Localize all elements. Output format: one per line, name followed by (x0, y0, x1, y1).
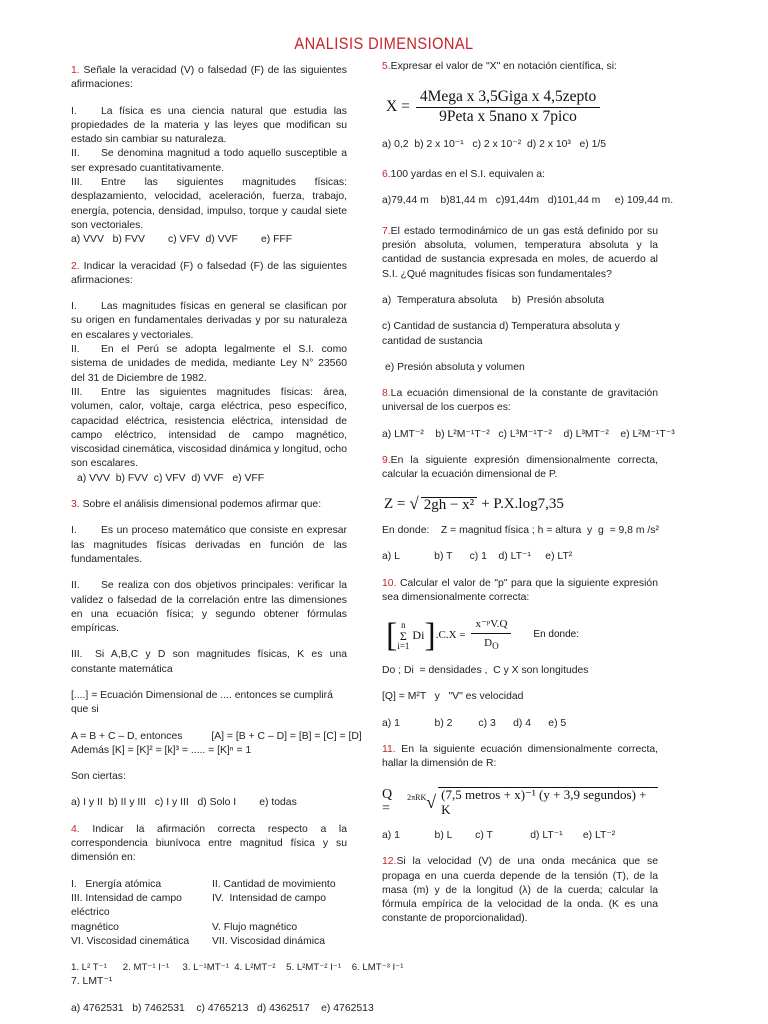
answer-options: a) 1 b) L c) T d) LT⁻¹ e) LT⁻² (382, 829, 616, 841)
equation-line: Además [K] = [K]² = [k]³ = ..... = [K]ⁿ = 1 (71, 744, 252, 756)
question-text: Expresar el valor de "X" en notación científica, si: (390, 61, 617, 72)
question-number: 5. (382, 61, 391, 72)
statement (71, 648, 347, 677)
denominator (480, 634, 503, 653)
question-number: 2. (71, 260, 80, 272)
answer-option: e) Presión absoluta y volumen (385, 361, 525, 373)
formula-lhs: X = (386, 97, 410, 115)
list-item: VII. Viscosidad dinámica (212, 935, 326, 947)
question-prompt: Son ciertas: (71, 771, 126, 783)
definitions: [Q] = M²T y "V" es velocidad (382, 691, 524, 703)
definitions: Do ; Di = densidades , C y X son longitudes (382, 664, 589, 676)
statement-text: Es un proceso matemático que consiste en expresar las magnitudes físicas derivadas en función de las fundamentales. (71, 525, 347, 565)
answer-options: a) 0,2 b) 2 x 10⁻¹ c) 2 x 10⁻² d) 2 x 10³ e) 1/5 (382, 138, 607, 150)
magnitude-list (71, 878, 347, 949)
question-1 (71, 64, 347, 93)
statement (71, 386, 347, 472)
list-item: I. Energía atómica (71, 878, 162, 890)
question-11 (382, 743, 658, 772)
equation-line: A = B + C – D, entonces [A] = [B + C – D] = [B] = [C] = [D] (71, 730, 362, 742)
statement-label: I. (71, 105, 77, 117)
answer-options: a) I y II b) II y III c) I y III d) Solo I e) todas (71, 797, 297, 809)
statement-text: En el Perú se adopta legalmente el S.I. como sistema de unidades de medida, mediante Ley N° 23560 del 31 de Diciembre de 1982. (71, 344, 347, 384)
question-2 (71, 260, 347, 289)
question-8 (382, 387, 658, 416)
definition-text: [....] = Ecuación Dimensional de .... entonces se cumplirá que si (71, 689, 333, 716)
radicand: (7,5 metros + x)⁻¹ (y + 3,9 segundos) + K (438, 787, 658, 817)
sigma-icon: Σ (399, 628, 407, 643)
di-term: Di (412, 628, 425, 643)
question-number: 3. (71, 499, 80, 511)
question-number: 8. (382, 388, 391, 400)
question-number: 4. (71, 823, 80, 835)
question-text: La ecuación dimensional de la constante de gravitación universal de los cuerpos es: (382, 388, 658, 414)
question-number: 12. (382, 856, 397, 868)
root-index: 2πRK (407, 793, 427, 803)
statement-label: I. (71, 525, 77, 537)
statement (71, 176, 347, 233)
list-item: VI. Viscosidad cinemática (71, 935, 190, 947)
list-item: III. Intensidad de campo eléctrico (71, 892, 182, 919)
question-text: En la siguiente ecuación dimensionalmente correcta, hallar la dimensión de R: (382, 743, 659, 770)
where-label: En donde: (533, 629, 580, 641)
question-10 (382, 577, 658, 606)
answer-options: a) VVV b) FVV c) VFV d) VVF e) VFF (77, 472, 265, 484)
question-text: Calcular el valor de "p" para que la siguiente expresión sea dimensionalmente correcta: (382, 577, 658, 603)
answer-options: a) 4762531 b) 7462531 c) 4765213 d) 4362517 e) 4762513 (71, 1002, 374, 1014)
formula-q (382, 787, 658, 817)
statement-label: III. (71, 649, 83, 661)
sqrt-icon: √ (409, 494, 419, 514)
question-6 (382, 168, 658, 182)
formula-rhs: + P.X.log7,35 (481, 496, 564, 513)
question-text: Si la velocidad (V) de una onda mecánica que se propaga en una cuerda depende de la tensión (T), de la masa (m) y de la longitud (λ) de la cuerda; calcular la fórmula empírica de la velocidad de la onda. (K es una constante de proporcionalidad). (382, 856, 658, 925)
question-number: 6. (382, 169, 391, 181)
denominator: 9Peta x 5nano x 7pico (439, 107, 577, 125)
root-icon: √ (426, 792, 437, 813)
statement-text: La física es una ciencia natural que estudia las propiedades de la materia y las leyes que modifican su estado sin cambiar su naturaleza. (71, 105, 347, 146)
dimension-list: 1. L² T⁻¹ 2. MT⁻¹ I⁻¹ 3. L⁻¹MT⁻¹ 4. L²MT⁻² 5. L²MT⁻² I⁻¹ 6. LMT⁻³ I⁻¹ (71, 962, 404, 974)
denominator-base: D (484, 637, 493, 650)
denominator-sub: O (492, 641, 499, 652)
question-text: Indicar la veracidad (F) o falsedad (F) de las siguientes afirmaciones: (71, 260, 347, 286)
formula-z (384, 494, 658, 514)
statement-label: III. (71, 386, 83, 398)
right-column (382, 60, 675, 927)
question-text: Sobre el análisis dimensional podemos afirmar que: (82, 499, 322, 511)
formula-middle: .C.X = (435, 629, 466, 642)
right-bracket-icon: ] (424, 616, 436, 654)
statement-text: Se realiza con dos objetivos principales: verificar la validez o falsedad de la correlación entre las dimensiones en una ecuación física; y segundo obtener fórmulas empíricas. (71, 580, 347, 635)
radicand: 2gh − x² (421, 497, 477, 512)
statement-text: Las magnitudes físicas en general se clasifican por su origen en fundamentales derivadas y por su naturaleza en escalares y vectoriales. (71, 301, 347, 341)
statement (71, 579, 347, 636)
summation (397, 621, 409, 651)
statement (71, 524, 347, 567)
dimension-list: 7. LMT⁻¹ (71, 976, 113, 988)
question-text: En la siguiente expresión dimensionalmente correcta, calcular la ecuación dimensional de P. (382, 455, 658, 481)
question-number: 9. (382, 455, 391, 467)
question-7 (382, 225, 658, 282)
sum-upper: n (401, 619, 406, 630)
question-12 (382, 855, 658, 926)
statement (71, 105, 347, 148)
list-item: V. Flujo magnético (212, 921, 298, 933)
answer-options: a) LMT⁻² b) L²M⁻¹T⁻² c) L³M⁻¹T⁻² d) L³MT⁻² e) L²M⁻¹T⁻³ (382, 428, 675, 440)
statement (71, 147, 347, 176)
sum-lower: i=1 (397, 640, 410, 651)
answer-options: a) L b) T c) 1 d) LT⁻¹ e) LT² (382, 551, 573, 563)
question-9 (382, 454, 658, 483)
answer-options: a)79,44 m b)81,44 m c)91,44m d)101,44 m e) 109,44 m. (382, 195, 674, 207)
statement (71, 300, 347, 343)
statement-label: I. (71, 301, 77, 313)
statement-label: II. (71, 580, 80, 592)
question-number: 1. (71, 65, 80, 76)
formula-lhs: Z = (384, 496, 406, 513)
statement-label: II. (71, 344, 80, 356)
answer-option: c) Cantidad de sustancia d) Temperatura absoluta y cantidad de sustancia (382, 321, 620, 347)
formula-x (386, 90, 658, 124)
list-item: magnético (71, 921, 119, 933)
numerator: 4Mega x 3,5Giga x 4,5zepto (416, 90, 601, 107)
list-item: IV. Intensidad de campo (212, 892, 326, 904)
page-title: ANALISIS DIMENSIONAL (294, 34, 474, 53)
statement-label: III. (71, 177, 83, 189)
question-3 (71, 498, 347, 512)
answer-option: a) Temperatura absoluta b) Presión absoluta (382, 294, 605, 306)
answer-options: a) VVV b) FVV c) VFV d) VVF e) FFF (71, 234, 293, 246)
definitions: En donde: Z = magnitud física ; h = altura y g = 9,8 m /s² (382, 524, 659, 536)
question-number: 10. (382, 577, 397, 589)
statement (71, 343, 347, 386)
question-text: Señale la veracidad (V) o falsedad (F) de las siguientes afirmaciones: (71, 65, 347, 91)
question-text: 100 yardas en el S.I. equivalen a: (390, 169, 545, 181)
question-4 (71, 823, 347, 866)
question-text: Indicar la afirmación correcta respecto a la correspondencia biunívoca entre magnitud física y su dimensión en: (71, 823, 348, 864)
statement-text: Se denomina magnitud a todo aquello susceptible a ser expresado cuantitativamente. (71, 148, 347, 174)
formula-sum (386, 617, 658, 654)
bracket-group (386, 616, 436, 654)
fraction (471, 617, 511, 654)
question-number: 11. (382, 743, 396, 755)
statement-text: Si A,B,C y D son magnitudes físicas, K es una constante matemática (71, 649, 347, 675)
question-number: 7. (382, 225, 391, 237)
question-text: El estado termodinámico de un gas está definido por su presión absoluta, volumen, temperatura absoluta y la cantidad de sustancia expresada en moles, de acuerdo al S.I. ¿Qué magnitudes físicas son fundamentales? (382, 225, 658, 280)
statement-text: Entre las siguientes magnitudes físicas: desplazamiento, velocidad, aceleración, fuerza, trabajo, energía, potencia, densidad, impulso, torque y caudal siete son vectoriales. (71, 177, 347, 231)
numerator: x⁻ᵖV.Q (471, 617, 511, 634)
list-item: II. Cantidad de movimiento (212, 878, 336, 890)
formula-lhs: Q = (382, 786, 393, 817)
fraction (416, 90, 601, 124)
answer-options: a) 1 b) 2 c) 3 d) 4 e) 5 (382, 717, 567, 729)
question-5 (382, 60, 658, 74)
statement-label: II. (71, 148, 80, 160)
statement-text: Entre las siguientes magnitudes físicas: área, volumen, calor, voltaje, carga eléctrica, peso específico, capacidad eléctrica, resistencia eléctrica, intensidad de campo eléctrico, intensidad de campo magnético, viscosidad cinemática, viscosidad dinámica y longitud, ocho son escalares. (71, 386, 347, 470)
left-bracket-icon: [ (386, 616, 398, 654)
